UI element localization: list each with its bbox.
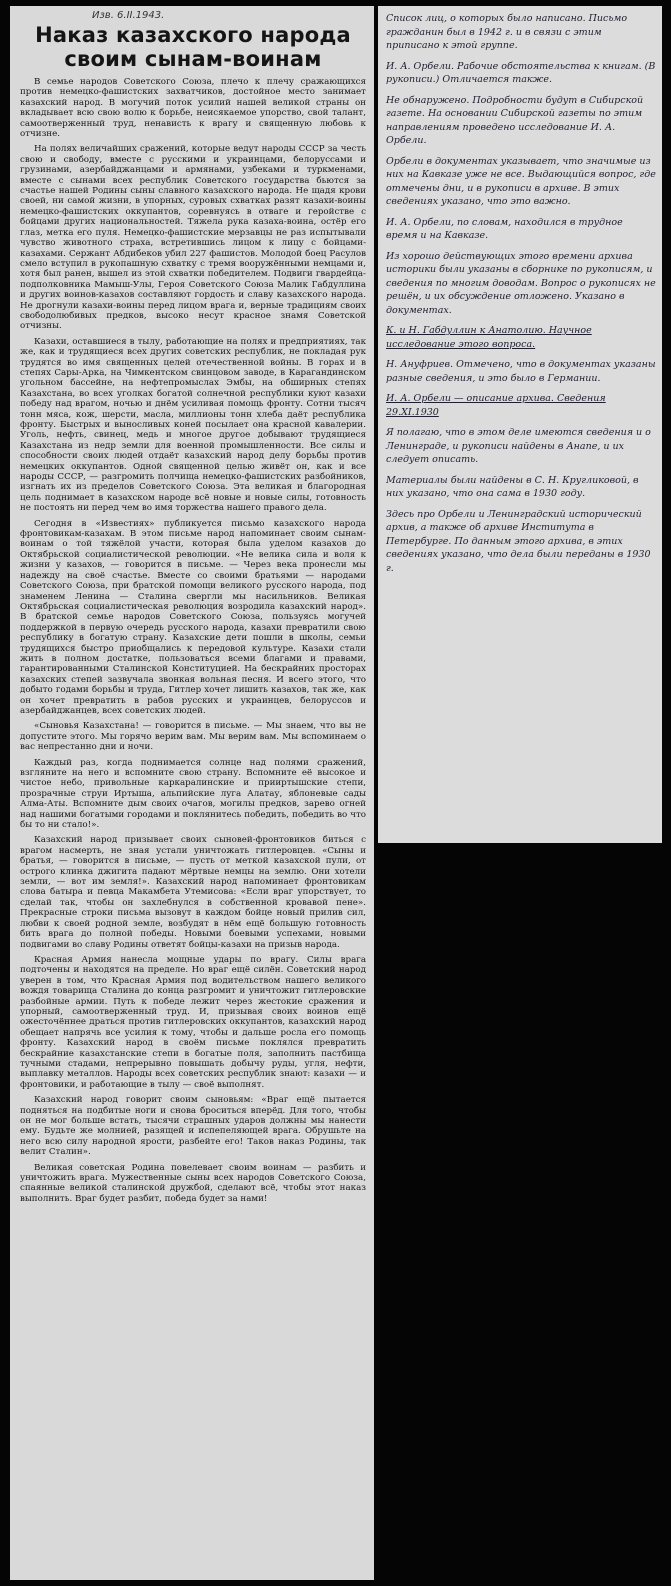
article-paragraph: «Сыновья Казахстана! — говорится в письме. — Мы знаем, что вы не допустите этого. Мы горячо верим вам. Мы верим вам. Мы вспоминаем о вас непрестанно дни и ночи. (20, 721, 366, 753)
article-paragraph: Казахский народ призывает своих сыновей-фронтовиков биться с врагом насмерть, не зная устали уничтожать гитлеровцев. «Сыны и братья, — говорится в письме, — пусть от меткой казахской пули, от острого клинка джигита падают мёртвые немцы на землю. Они хотели земли, — вот им земля!». Казахский народ напоминает фронтовикам слова батыра и певца Макамбета Утемисова: «Если враг упорствует, то сделай так, чтобы он захлебнулся в собственной кровавой пене». Прекрасные строки письма вызовут в каждом бойце новый прилив сил, любви к своей родной земле, возбудят в нём ещё большую готовность бить врага до полной победы. Новыми боевыми успехами, новыми подвигами во славу Родины ответят бойцы-казахи на призыв народа. (20, 835, 366, 950)
article-paragraph: Казахи, оставшиеся в тылу, работающие на полях и предприятиях, так же, как и трудящиеся всех других советских республик, не покладая рук трудятся во имя священных целей отечественной войны. В горах и в степях Сары-Арка, на Чимкентском свинцовом заводе, в Карагандинском угольном бассейне, на нефтепромыслах Эмбы, на обширных степях Казахстана, во всех уголках богатой солнечной республики куют казахи победу над врагом, ночью и днём усиливая помощь фронту. Сотни тысяч тонн мяса, кож, шерсти, масла, миллионы тонн хлеба даёт республика фронту. Быстрых и выносливых коней посылает она красной кавалерии. Уголь, нефть, свинец, медь и многое другое добывают трудящиеся Казахстана из недр земли для военной промышленности. Все силы и способности своих людей отдаёт казахский народ делу борьбы против немецких оккупантов. Одной священной целью живёт он, как и все народы СССР, — разгромить полчища немецко-фашистских разбойников, изгнать их из пределов Советского Союза. Эта великая и благородная цель поднимает в казахском народе всё новые и новые силы, готовность не постоять ни перед чем во имя торжества нашего правого дела. (20, 336, 366, 514)
handwritten-note: Из хорошо действующих этого времени архива историки были указаны в сборнике по рукописям, и сведения по многим доводам. Вопрос о рукописях не решён, и их обсуждение отложено. Указано в документах. (386, 250, 656, 316)
handwritten-note: Н. Ануфриев. Отмечено, что в документах указаны разные сведения, и это было в Германии. (386, 359, 656, 384)
handwritten-date: Изв. 6.II.1943. (92, 10, 165, 21)
article-paragraph: Каждый раз, когда поднимается солнце над полями сражений, взгляните на него и вспомните свою страну. Вспомните её высокое и чистое небо, привольные каркаралинские и прииртышские степи, прозрачные струи Иртыша, альпийские луга Алатау, яблоневые сады Алма-Аты. Вспомните дым своих очагов, могилы предков, зарево огней над нашими богатыми городами и поклянитесь победить, победить во что бы то ни стало!». (20, 757, 366, 831)
handwritten-note: Список лиц, о которых было написано. Письмо гражданин был в 1942 г. и в связи с этим приписано к этой группе. (386, 13, 628, 51)
handwritten-note: Не обнаружено. Подробности будут в Сибирской газете. На основании Сибирской газеты по этим направлениям проведено исследование И. А. Орбели. (386, 94, 644, 146)
handwritten-notes (378, 6, 662, 843)
handwritten-note: Орбели в документах указывает, что значимые из них на Кавказе уже не все. Выдающийся вопрос, где отмечены дни, и в рукописи в архиве. В этих сведениях указано, что это важно. (386, 155, 656, 207)
handwritten-note: Здесь про Орбели и Ленинградский исторический архив, а также об архиве Института в Петербурге. По данным этого архива, в этих сведениях указано, что дела были переданы в 1930 г. (386, 508, 651, 574)
handwritten-note: Я полагаю, что в этом деле имеются сведения и о Ленинграде, и рукописи найдены в Анапе, и их следует описать. (386, 427, 651, 465)
article-paragraph: В семье народов Советского Союза, плечо к плечу сражающихся против немецко-фашистских захватчиков, достойное место занимает казахский народ. В могучий поток усилий нашей великой страны он вкладывает всю свою волю к борьбе, неисякаемое упорство, свой талант, самоотверженный труд, ненависть к врагу и священную любовь к отчизне. (20, 77, 366, 140)
newspaper-clipping (10, 6, 374, 1580)
handwritten-note: И. А. Орбели, по словам, находился в трудное время и на Кавказе. (386, 216, 623, 241)
headline (20, 23, 366, 71)
headline-line-2: своим сынам-воинам (64, 47, 322, 71)
handwritten-note: И. А. Орбели. Рабочие обстоятельства к книгам. (В рукописи.) Отличается также. (386, 60, 656, 85)
headline-line-1: Наказ казахского народа (35, 23, 351, 47)
handwritten-note: Материалы были найдены в С. Н. Кругликовой, в них указано, что она сама в 1930 году. (386, 474, 639, 499)
article-paragraph: Сегодня в «Известиях» публикуется письмо казахского народа фронтовикам-казахам. В этом письме народ напоминает своим сынам-воинам о той тяжёлой участи, которая была уделом казахов до Октябрьской социалистической революции. «Не велика сила и воля к жизни у казахов, — говорится в письме. — Через века пронесли мы надежду на своё счастье. Вместе со своими братьями — народами Советского Союза, при братской помощи великого русского народа, под знаменем Ленина — Сталина свергли мы насильников. Великая Октябрьская социалистическая революция возродила казахский народ». В братской семье народов Советского Союза, пользуясь могучей поддержкой в первую очередь русского народа, казахи превратили свою республику в богатую страну. Казахские дети пошли в школы, семьи трудящихся быстро приобщались к передовой культуре. Казахи стали жить в полном достатке, пользоваться всеми благами и правами, гарантированными Сталинской Конституцией. На бескрайних просторах казахских степей зазвучала звонкая вольная песня. И всего этого, что добыто годами борьбы и труда, Гитлер хочет лишить казахов, так же, как он хочет превратить в рабов русских и украинцев, белоруссов и азербайджанцев, всех советских людей. (20, 518, 366, 716)
article-paragraph: Великая советская Родина повелевает своим воинам — разбить и уничтожить врага. Мужественные сыны всех народов Советского Союза, спаянные великой сталинской дружбой, сделают всё, чтобы этот наказ выполнить. Враг будет разбит, победа будет за нами! (20, 1162, 366, 1204)
article-paragraph: Красная Армия нанесла мощные удары по врагу. Силы врага подточены и находятся на пределе. Но враг ещё силён. Советский народ уверен в том, что Красная Армия под водительством нашего великого вождя товарища Сталина до конца разгромит и уничтожит гитлеровские разбойные армии. Путь к победе лежит через жестокие сражения и упорный, самоотверженный труд. И, призывая своих воинов ещё ожесточённее драться против гитлеровских оккупантов, казахский народ обещает напрячь все усилия к тому, чтобы и дальше росла его помощь фронту. Казахский народ в своём письме поклялся превратить бескрайние казахстанские степи в богатые поля, заполнить пастбища тучными стадами, непрерывно повышать добычу руды, угля, нефти, выплавку металлов. Народы всех советских республик знают: казахи — и фронтовики, и работающие в тылу — своё выполнят. (20, 954, 366, 1090)
article-body (20, 77, 366, 1204)
handwritten-note: И. А. Орбели — описание архива. Сведения 29.XI.1930 (386, 393, 606, 418)
article-paragraph: На полях величайших сражений, которые ведут народы СССР за честь свою и свободу, вместе с русскими и украинцами, белоруссами и грузинами, азербайджанцами и армянами, узбеками и туркменами, вместе с сынами всех республик Советского государства бьются за счастье нашей Родины сыны славного казахского народа. Не щадя крови своей, ни самой жизни, в упорных, суровых схватках разят казахи-воины немецко-фашистских оккупантов, соревнуясь в отваге и геройстве с бойцами других национальностей. Тяжела рука казаха-воина, остёр его глаз, метка его пуля. Немецко-фашистские мерзавцы не раз испытывали чувство животного страха, встретившись лицом к лицу с бойцами-казахами. Сержант Абдибеков убил 227 фашистов. Молодой боец Расулов смело вступил в рукопашную схватку с тремя вооружёнными немцами и, хотя был ранен, вышел из этой схватки победителем. Подвиги гвардейца-подполковника Мамыш-Улы, Героя Советского Союза Малик Габдуллина и других воинов-казахов составляют гордость и славу казахского народа. Не дрогнули казахи-воины перед лицом врага и, верные традициям своих свободолюбивых предков, высоко несут красное знамя Советской отчизны. (20, 144, 366, 332)
handwritten-note: К. и Н. Габдуллин к Анатолию. Научное исследование этого вопроса. (386, 325, 592, 350)
article-paragraph: Казахский народ говорит своим сыновьям: «Враг ещё пытается подняться на подбитые ноги и снова броситься вперёд. Для того, чтобы он не мог больше встать, тысячи страшных ударов должны мы нанести ему. Будьте же молнией, разящей и испепеляющей врага. Обрушьте на него всю силу народной ярости, разбейте его! Таков наказ Родины, так велит Сталин». (20, 1095, 366, 1158)
